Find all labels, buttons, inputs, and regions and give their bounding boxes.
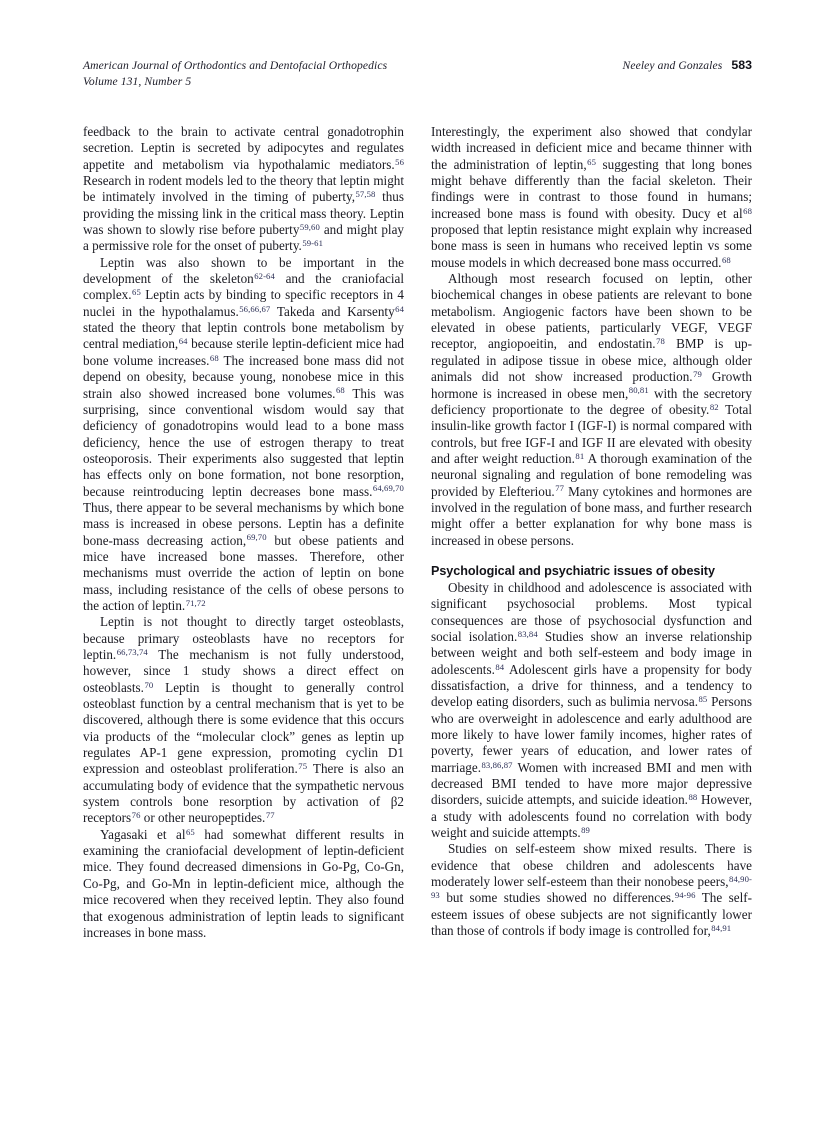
reference-superscript[interactable]: 68 — [721, 254, 731, 265]
reference-superscript[interactable]: 88 — [688, 792, 698, 803]
reference-superscript[interactable]: 94-96 — [674, 890, 696, 901]
reference-superscript[interactable]: 78 — [656, 336, 665, 347]
running-head-right — [623, 58, 752, 72]
reference-superscript[interactable]: 81 — [575, 450, 585, 461]
reference-superscript[interactable]: 75 — [298, 761, 308, 772]
body-paragraph: Although most research focused on leptin, other biochemical changes in obese patients are relevant to bone metabolism. Angiogenic factors have been shown to be elevated in obese patients, particularly VEGF, VEGF receptor, angiopoeitin, and endostatin.$^{78}$ BMP is up-regulated in adipose tissue in obese mice, although older animals did not show increased production.$^{79}$ Growth hormone is increased in obese men,$^{80,81}$ with the secretory deficiency proportionate to the degree of obesity.$^{82}$ Total insulin-like growth factor I (IGF-I) is normal compared with controls, but free IGF-I and IGF II are elevated with obesity and after weight reduction.$^{81}$ A thorough examination of the neuronal signaling and regulation of bone remodeling was provided by Elefteriou.$^{77}$ Many cytokines and hormones are involved in the regulation of bone mass, and further research might offer a better explanation for why bone mass is increased in obese persons. — [431, 271, 753, 548]
reference-superscript[interactable]: 70 — [144, 679, 154, 690]
reference-superscript[interactable]: 66,73,74 — [116, 646, 148, 657]
page-number: 583 — [731, 58, 752, 72]
body-paragraph: Yagasaki et al$^{65}$ had somewhat different results in examining the craniofacial development of leptin-deficient mice. They found decreased dimensions in Go-Pg, Co-Gn, Co-Pg, and Go-Mn in leptin-deficient mice, although the mice recovered when they received leptin. They also found that exogenous administration of leptin leads to significant increases in bone mass. — [83, 826, 404, 940]
reference-superscript[interactable]: 82 — [709, 401, 719, 412]
reference-superscript[interactable]: 68 — [209, 352, 219, 363]
reference-superscript[interactable]: 84 — [495, 661, 505, 672]
section-heading: Psychological and psychiatric issues of obesity — [431, 563, 715, 578]
body-paragraph: Leptin is not thought to directly target osteoblasts, because primary osteoblasts have no receptors for leptin.$^{66,73,74}$ The mechanism is not fully understood, however, since 1 study shows a direct effect on osteoblasts.$^{70}$ Leptin is thought to generally control osteoblast function by a central mechanism that is yet to be discovered, although there is some evidence that this occurs via products of the “molecular clock” genes as leptin up regulates AP-1 gene expression, promoting cyclin D1 expression and osteoblast proliferation.$^{75}$ There is also an accumulating body of evidence that the sympathetic nervous system controls bone resorption by activation of β2 receptors$^{76}$ or other neuropeptides.$^{77}$ — [83, 614, 404, 826]
reference-superscript[interactable]: 77 — [265, 810, 275, 821]
reference-superscript[interactable]: 68 — [743, 205, 752, 216]
reference-superscript[interactable]: 65 — [132, 287, 141, 298]
reference-superscript[interactable]: 84,91 — [711, 923, 732, 933]
reference-superscript[interactable]: 59-61 — [302, 238, 324, 249]
reference-superscript[interactable]: 64,69,70 — [372, 483, 404, 494]
body-paragraph: Interestingly, the experiment also showed that condylar width increased in deficient mice and became thinner with the administration of leptin,$^{65}$ suggesting that long bones might behave differently than the facial skeleton. Their findings were in contrast to those found in humans; increased bone mass is found with obesity. Ducy et al$^{68}$ proposed that leptin resistance might explain why increased bone mass is seen in humans who received leptin vs some mouse models in which decreased bone mass occurred.$^{68}$ — [431, 124, 752, 270]
body-paragraph: feedback to the brain to activate central gonadotrophin secretion. Leptin is secreted by adipocytes and regulates appetite and metabolism via hypothalamic mediators.$^{56}$ Research in rodent models led to the theory that leptin might be intimately involved in the timing of puberty,$^{57,58}$ thus providing the missing link in the critical mass theory. Leptin was shown to slowly rise before puberty$^{59,60}$ and might play a permissive role for the onset of puberty.$^{59-61}$ — [83, 124, 404, 254]
reference-superscript[interactable]: 79 — [693, 369, 702, 379]
running-head-authors: Neeley and Gonzales — [622, 59, 723, 72]
reference-superscript[interactable]: 65 — [185, 826, 195, 837]
reference-superscript[interactable]: 85 — [698, 694, 708, 705]
reference-superscript[interactable]: 68 — [335, 385, 345, 396]
reference-superscript[interactable]: 83,84 — [517, 628, 538, 639]
reference-superscript[interactable]: 84,90-93 — [431, 873, 752, 901]
reference-superscript[interactable]: 65 — [587, 156, 597, 167]
reference-superscript[interactable]: 76 — [131, 810, 141, 821]
reference-superscript[interactable]: 56,66,67 — [239, 303, 271, 314]
running-head — [83, 58, 752, 89]
body-columns — [83, 124, 752, 941]
reference-superscript[interactable]: 56 — [395, 156, 404, 167]
body-paragraph: Obesity in childhood and adolescence is associated with significant psychosocial problems. Most typical consequences are those of psychosocial dysfunction and social isolation.$^{83,84}$ Studies show an inverse relationship between weight and both self-esteem and body image in adolescents.$^{84}$ Adolescent girls have a propensity for body dissatisfaction, a drive for thinness, and a tendency to develop eating disorders, such as bulimia nervosa.$^{85}$ Persons who are overweight in adolescence and early adulthood are more likely to have lower family incomes, higher rates of poverty, fewer years of education, and lower rates of marriage.$^{83,86,87}$ Women with increased BMI and men with decreased BMI tended to have more major depressive disorders, suicide attempts, and suicide ideation.$^{88}$ However, a study with adolescents found no correlation with body weight and suicide attempts.$^{89}$ — [431, 579, 752, 841]
running-head-left — [83, 58, 387, 89]
reference-superscript[interactable]: 69,70 — [246, 532, 267, 543]
reference-superscript[interactable]: 64 — [395, 303, 404, 314]
reference-superscript[interactable]: 77 — [555, 483, 565, 494]
right-column — [431, 124, 752, 941]
reference-superscript[interactable]: 57,58 — [355, 189, 376, 200]
reference-superscript[interactable]: 80,81 — [628, 385, 649, 396]
body-paragraph: Leptin was also shown to be important in the development of the skeleton$^{62-64}$ and the craniofacial complex.$^{65}$ Leptin acts by binding to specific receptors in 4 nuclei in the hypothalamus.$^{56,66,67}$ Takeda and Karsenty$^{64}$ stated the theory that leptin controls bone metabolism by central mediation,$^{64}$ because sterile leptin-deficient mice had bone volume increases.$^{68}$ The increased bone mass did not depend on obesity, because young, nonobese mice in this strain also showed increased bone volumes.$^{68}$ This was surprising, since conventional wisdom would say that deficiency of gonadotropins would lead to a bone mass deficiency, hence the use of estrogen therapy to treat osteoporosis. Their experiments also suggested that leptin has effects only on bone formation, not bone resorption, because reintroducing leptin decreases bone mass.$^{64,69,70}$ Thus, there appear to be several mechanisms by which bone mass is increased in obese persons. Leptin has a definite bone-mass decreasing action,$^{69,70}$ but obese patients and mice have increased bone masses. Therefore, other mechanisms must override the action of leptin on bone mass, including resistance of the cells of obese persons to the action of leptin.$^{71,72}$ — [83, 254, 405, 613]
reference-superscript[interactable]: 83,86,87 — [481, 759, 513, 770]
reference-superscript[interactable]: 62-64 — [254, 270, 275, 281]
reference-superscript[interactable]: 59,60 — [299, 221, 320, 232]
reference-superscript[interactable]: 71,72 — [185, 597, 206, 608]
reference-superscript[interactable]: 64 — [178, 336, 188, 347]
volume-issue: Volume 131, Number 5 — [83, 74, 192, 88]
journal-title: American Journal of Orthodontics and Dentofacial Orthopedics — [83, 59, 388, 72]
left-column — [83, 124, 404, 941]
body-paragraph: Studies on self-esteem show mixed results. There is evidence that obese children and adolescents have moderately lower self-esteem than their nonobese peers,$^{84,90-93}$ but some studies showed no differences.$^{94-96}$ The self-esteem issues of obese subjects are not significantly lower than those of controls if body image is controlled for,$^{84,91}$ — [431, 841, 752, 939]
reference-superscript[interactable]: 89 — [581, 824, 590, 835]
